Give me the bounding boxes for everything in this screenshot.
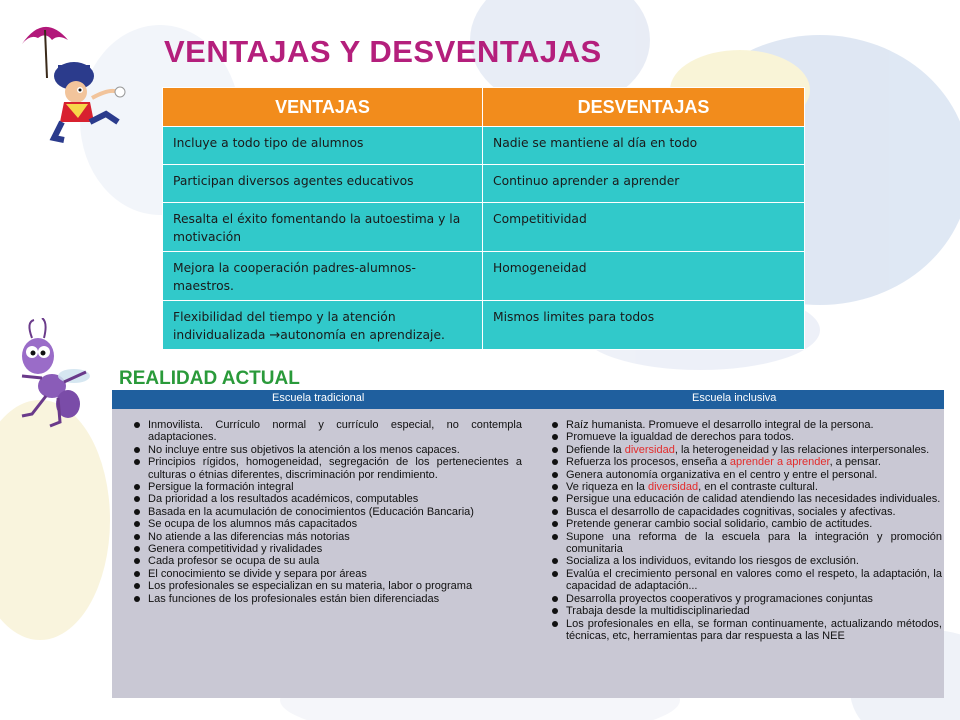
list-item: Genera competitividad y rivalidades bbox=[132, 543, 522, 555]
page-title: VENTAJAS Y DESVENTAJAS bbox=[164, 34, 602, 69]
header-escuela-inclusiva: Escuela inclusiva bbox=[692, 392, 777, 404]
table-cell: Competitividad bbox=[483, 203, 805, 252]
list-item: Las funciones de los profesionales están bien diferenciadas bbox=[132, 593, 522, 605]
header-escuela-tradicional: Escuela tradicional bbox=[272, 392, 365, 404]
highlight-diversidad: diversidad bbox=[647, 481, 699, 494]
ant-character bbox=[2, 318, 98, 430]
comparison-panel bbox=[112, 390, 944, 698]
list-item: Supone una reforma de la escuela para la integración y promoción comunitaria bbox=[550, 531, 942, 556]
list-item: Principios rígidos, homogeneidad, segregación de los pertenecientes a culturas o étnias diferentes, discriminación por rendimiento. bbox=[132, 456, 522, 481]
cricket-character bbox=[18, 18, 130, 143]
cell-text: autonomía en aprendizaje. bbox=[280, 328, 445, 342]
table-cell bbox=[163, 301, 483, 350]
list-item: Inmovilista. Currículo normal y currículo especial, no contempla adaptaciones. bbox=[132, 419, 522, 444]
list-item: Se ocupa de los alumnos más capacitados bbox=[132, 518, 522, 530]
item-text: , en el contraste cultural. bbox=[698, 481, 818, 494]
inclusive-school-list bbox=[550, 419, 942, 642]
item-text: , la heterogeneidad y las relaciones interpersonales. bbox=[674, 443, 930, 456]
list-item: Genera autonomía organizativa en el centro y entre el personal. bbox=[550, 469, 942, 481]
list-item bbox=[550, 456, 942, 468]
table-cell: Mejora la cooperación padres-alumnos-maestros. bbox=[163, 252, 483, 301]
advantages-disadvantages-table bbox=[162, 87, 805, 350]
list-item bbox=[550, 481, 942, 493]
list-item: Socializa a los individuos, evitando los riesgos de exclusión. bbox=[550, 555, 942, 567]
highlight-diversidad: diversidad bbox=[624, 443, 675, 456]
list-item: Los profesionales en ella, se forman continuamente, actualizando métodos, técnicas, etc, herramientas para dar respuesta a las NEE bbox=[550, 618, 942, 643]
table-cell: Participan diversos agentes educativos bbox=[163, 165, 483, 203]
highlight-aprender-a-aprender: aprender a aprender bbox=[729, 456, 830, 469]
section-title-realidad-actual: REALIDAD ACTUAL bbox=[119, 368, 300, 389]
table-cell: Mismos limites para todos bbox=[483, 301, 805, 350]
list-item: Promueve la igualdad de derechos para todos. bbox=[550, 431, 942, 443]
table-cell: Nadie se mantiene al día en todo bbox=[483, 127, 805, 165]
cell-text: Flexibilidad del tiempo y la atención individualizada bbox=[173, 310, 396, 342]
list-item: El conocimiento se divide y separa por áreas bbox=[132, 568, 522, 580]
list-item: Raíz humanista. Promueve el desarrollo integral de la persona. bbox=[550, 419, 942, 431]
table-row bbox=[163, 165, 805, 203]
table-row bbox=[163, 127, 805, 165]
list-item: Da prioridad a los resultados académicos, computables bbox=[132, 493, 522, 505]
traditional-school-list bbox=[132, 419, 522, 605]
list-item: Cada profesor se ocupa de su aula bbox=[132, 555, 522, 567]
list-item: Busca el desarrollo de capacidades cognitivas, sociales y afectivas. bbox=[550, 506, 942, 518]
list-item: No incluye entre sus objetivos la atención a los menos capaces. bbox=[132, 444, 522, 456]
table-header-row bbox=[163, 88, 805, 127]
table-row bbox=[163, 203, 805, 252]
column-header-desventajas: DESVENTAJAS bbox=[483, 88, 805, 127]
list-item: Evalúa el crecimiento personal en valores como el respeto, la adaptación, la capacidad de adaptación... bbox=[550, 568, 942, 593]
list-item: Basada en la acumulación de conocimientos (Educación Bancaria) bbox=[132, 506, 522, 518]
list-item: Desarrolla proyectos cooperativos y programaciones conjuntas bbox=[550, 593, 942, 605]
list-item bbox=[550, 444, 942, 456]
item-text: Defiende la bbox=[566, 443, 625, 456]
table-row bbox=[163, 301, 805, 350]
comparison-header-bar bbox=[112, 390, 944, 409]
item-text: Refuerza los procesos, enseña a bbox=[566, 456, 730, 469]
list-item: Persigue una educación de calidad atendiendo las necesidades individuales. bbox=[550, 493, 942, 505]
table-row bbox=[163, 252, 805, 301]
list-item: Pretende generar cambio social solidario, cambio de actitudes. bbox=[550, 518, 942, 530]
list-item: Los profesionales se especializan en su materia, labor o programa bbox=[132, 580, 522, 592]
list-item: Persigue la formación integral bbox=[132, 481, 522, 493]
list-item: No atiende a las diferencias más notorias bbox=[132, 531, 522, 543]
table-cell: Incluye a todo tipo de alumnos bbox=[163, 127, 483, 165]
item-text: , a pensar. bbox=[829, 456, 881, 469]
list-item: Trabaja desde la multidisciplinariedad bbox=[550, 605, 942, 617]
table-cell: Continuo aprender a aprender bbox=[483, 165, 805, 203]
arrow-right-icon: → bbox=[269, 328, 281, 343]
table-cell: Homogeneidad bbox=[483, 252, 805, 301]
table-cell: Resalta el éxito fomentando la autoestima y la motivación bbox=[163, 203, 483, 252]
item-text: Ve riqueza en la bbox=[566, 481, 648, 494]
column-header-ventajas: VENTAJAS bbox=[163, 88, 483, 127]
